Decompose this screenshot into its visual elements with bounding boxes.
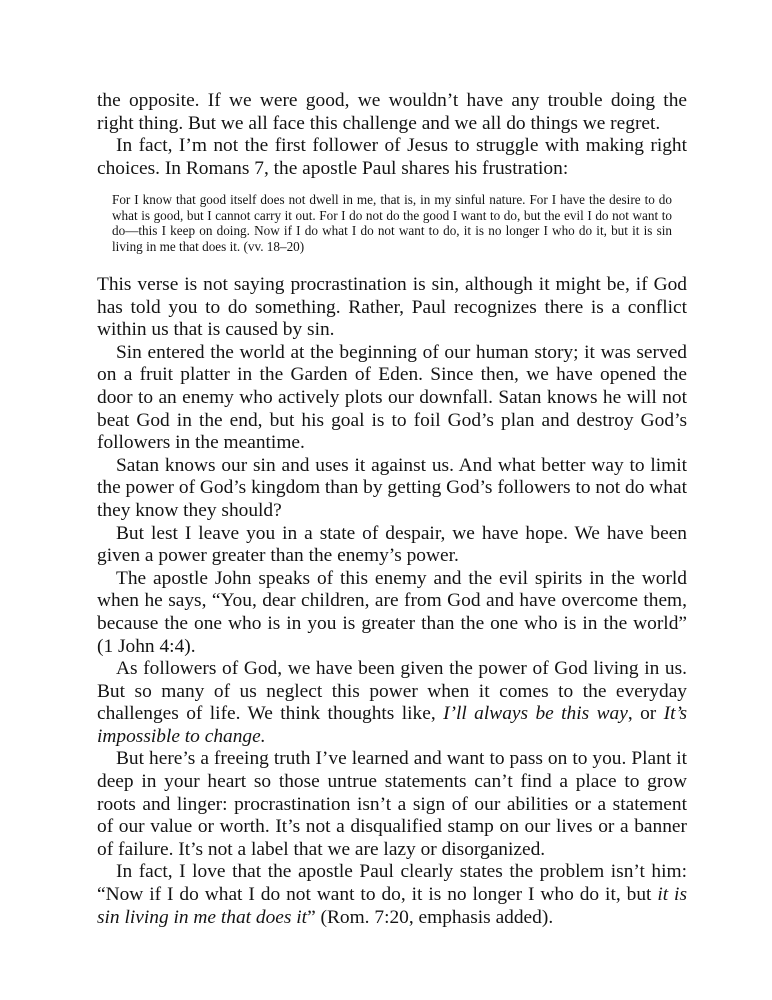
paragraph [97,861,687,929]
paragraph: In fact, I’m not the first follower of Jesus to struggle with making right choices. In Romans 7, the apostle Paul shares his frustration: [97,135,687,179]
paragraph: But here’s a freeing truth I’ve learned and want to pass on to you. Plant it deep in your heart so those untrue statements can’t find a place to grow roots and linger: procrastination isn’t a sign of our abilities or a statement of our value or worth. It’s not a disqualified stamp on our lives or a banner of failure. It’s not a label that we are lazy or disorganized. [97,748,687,860]
emphasis: It’s impossible to change. [97,703,687,747]
paragraph: But lest I leave you in a state of despair, we have hope. We have been given a power greater than the enemy’s power. [97,522,687,567]
text-run: ” (Rom. 7:20, emphasis added). [307,906,554,928]
emphasis: I’ll always be this way [443,703,628,725]
text-run: , or [627,703,664,725]
paragraph: Satan knows our sin and uses it against us. And what better way to limit the power of God’s kingdom than by getting God’s followers to not do what they know they should? [97,454,687,521]
paragraph: This verse is not saying procrastination is sin, although it might be, if God has told you to do something. Rather, Paul recognizes there is a conflict within us that is caused by sin. [97,274,687,341]
text-run: As followers of God, we have been given the power of God living in us. But so many of us neglect this power when it comes to the everyday challenges of life. We think thoughts like, [97,658,687,725]
paragraph: Sin entered the world at the beginning of our human story; it was served on a fruit platter in the Garden of Eden. Since then, we have opened the door to an enemy who actively plots our downfall. Satan knows he will not beat God in the end, but his goal is to foil God’s plan and destroy God’s followers in the meantime. [97,341,687,454]
paragraph: The apostle John speaks of this enemy and the evil spirits in the world when he says, “You, dear children, are from God and have overcome them, because the one who is in you is greater than the one who is in the world” (1 John 4:4). [97,567,687,657]
emphasis: it is sin living in me that does it [97,884,687,928]
body-text-block [97,274,687,929]
block-quote: For I know that good itself does not dwell in me, that is, in my sinful nature. For I have the desire to do what is good, but I cannot carry it out. For I do not do the good I want to do, but the evil I do not want to do—this I keep on doing. Now if I do what I do not want to do, it is no longer I who do it, but it is sin living in me that does it. (vv. 18–20) [112,192,672,254]
paragraph [97,658,687,748]
paragraph: the opposite. If we were good, we wouldn’t have any trouble doing the right thing. But we all face this challenge and we all do things we regret. [97,90,687,134]
text-run: In fact, I love that the apostle Paul clearly states the problem isn’t him: “Now if I do what I do not want to do, it is no longer I who do it, but [97,861,687,906]
opening-text-block [97,90,687,180]
